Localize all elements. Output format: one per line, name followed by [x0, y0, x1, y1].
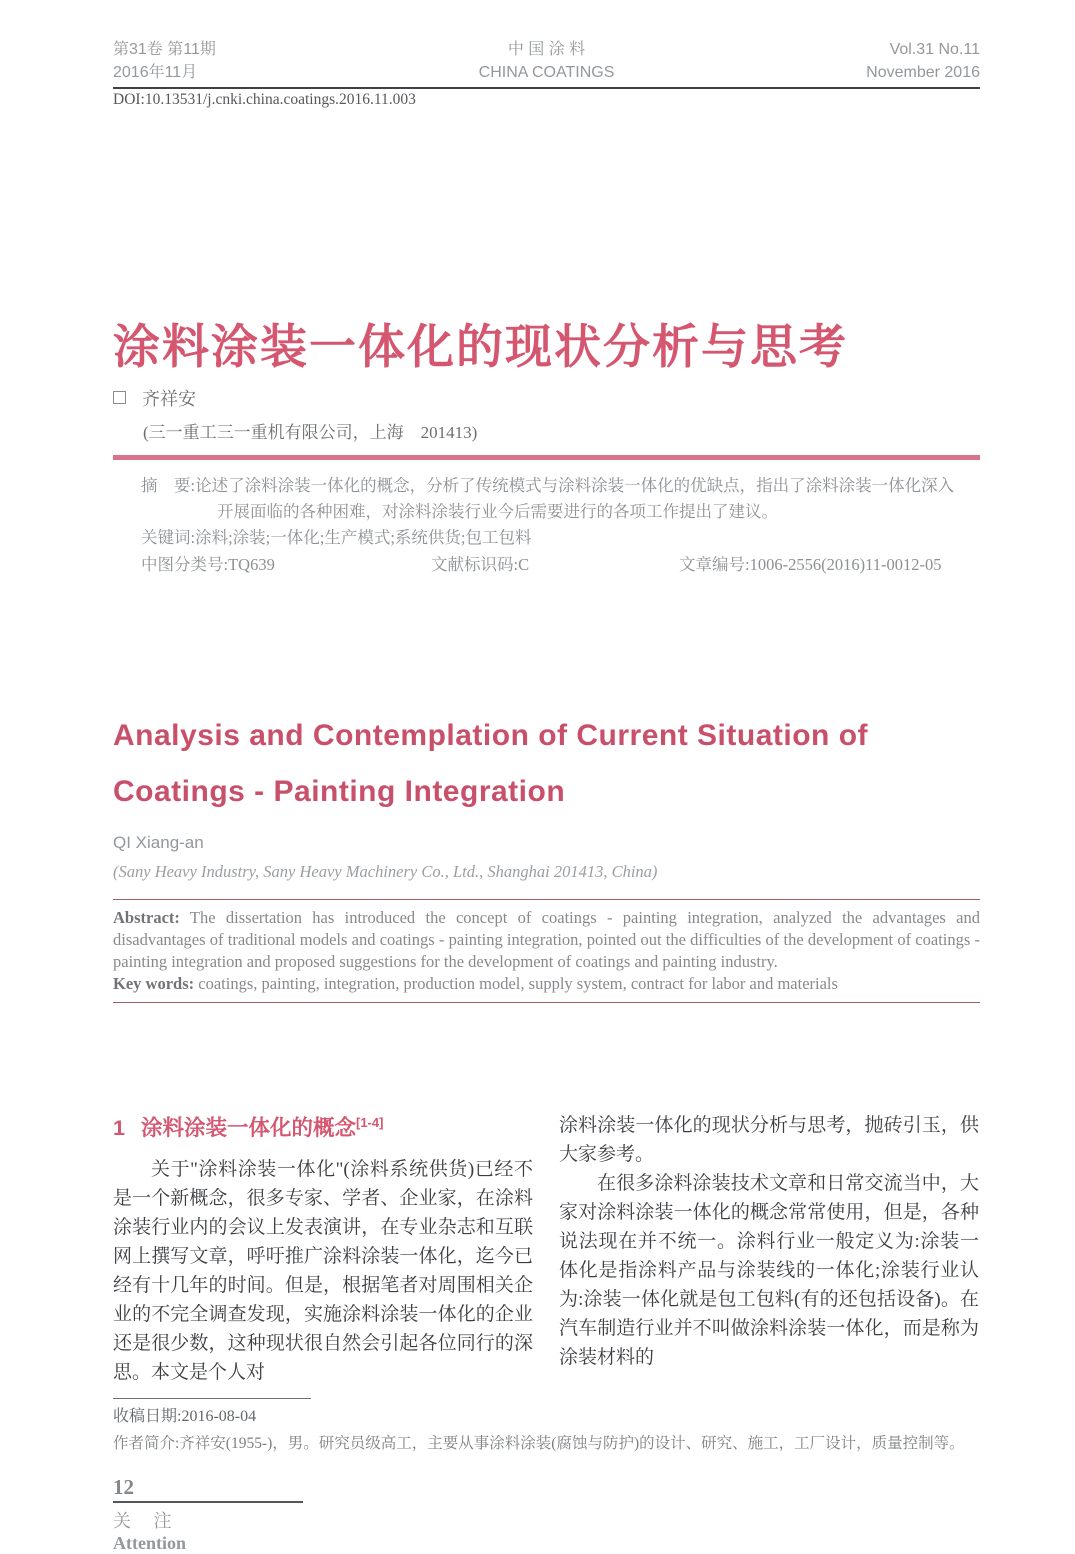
date-en: November 2016 [866, 64, 980, 81]
journal-name [373, 38, 720, 84]
english-abstract-block [113, 907, 980, 995]
footnote-block [113, 1398, 980, 1453]
body-paragraph-right-2: 在很多涂料涂装技术文章和日常交流当中，大家对涂料涂装一体化的概念常常使用，但是，各种说法现在并不统一。涂料行业一般定义为:涂装一体化是指涂料产品与涂装线的一体化;涂装行业认为:涂装一体化就是包工包料(有的还包括设备)。在汽车制造行业并不叫做涂料涂装一体化，而是称为涂装材料的 [559, 1172, 979, 1368]
affiliation-cn: (三一重工三一重机有限公司，上海 201413) [143, 422, 478, 442]
journal-name-en: CHINA COATINGS [478, 64, 615, 81]
affiliation-en: (Sany Heavy Industry, Sany Heavy Machinery Co., Ltd., Shanghai 201413, China) [113, 861, 658, 881]
keywords-text-en: coatings, painting, integration, production model, supply system, contract for labor and materials [194, 973, 838, 993]
keywords-label-en: Key words: [113, 973, 195, 993]
left-column [113, 1111, 533, 1387]
page-footer [113, 1475, 980, 1554]
date-cn: 2016年11月 [113, 64, 198, 81]
document-code: 文献标识码:C [431, 554, 530, 574]
header-volume-issue-en [720, 38, 980, 84]
keywords-cn [141, 525, 970, 551]
reference-superscript: [1-4] [355, 1114, 384, 1130]
article-title-en [113, 708, 980, 820]
title-divider [113, 455, 980, 460]
keywords-text-cn: 涂料;涂装;一体化;生产模式;系统供货;包工包料 [195, 527, 532, 547]
abstract-label-cn: 摘 要: [141, 475, 196, 495]
title-en-line1: Analysis and Contemplation of Current Situation of [113, 718, 869, 752]
clc-number: 中图分类号:TQ639 [141, 554, 275, 574]
author-name-en: QI Xiang-an [113, 832, 204, 852]
body-paragraph-left: 关于"涂料涂装一体化"(涂料系统供货)已经不是一个新概念，很多专家、学者、企业家，在涂料涂装行业内的会议上发表演讲，在专业杂志和互联网上撰写文章，呼吁推广涂料涂装一体化，迄今已经有十几年的时间。但是，根据笔者对周围相关企业的不完全调查发现，实施涂料涂装一体化的企业还是很少数，这种现状很自然会引起各位同行的深思。本文是个人对 [113, 1158, 533, 1383]
received-date: 收稿日期:2016-08-04 [113, 1407, 257, 1425]
journal-name-cn: 中 国 涂 料 [507, 41, 586, 58]
author-row [113, 385, 980, 411]
section-number: 1 [113, 1115, 125, 1140]
keywords-en [113, 973, 980, 995]
header-divider [113, 87, 980, 89]
abstract-label-en: Abstract: [113, 907, 180, 927]
chinese-abstract-block [113, 473, 980, 578]
volume-issue-en: Vol.31 No.11 [889, 41, 980, 58]
section-1-heading [113, 1111, 533, 1142]
section-title: 涂料涂装一体化的概念 [140, 1115, 356, 1140]
column-name-cn: 关 注 [113, 1510, 181, 1531]
body-paragraph-right-1: 涂料涂装一体化的现状分析与思考，抛砖引玉，供大家参考。 [559, 1114, 979, 1165]
right-column [559, 1111, 979, 1387]
abstract-en [113, 907, 980, 973]
keywords-label-cn: 关键词: [141, 527, 196, 547]
abstract-top-rule [113, 899, 980, 900]
column-name-en: Attention [113, 1532, 186, 1553]
journal-header [113, 0, 980, 84]
header-volume-issue-cn [113, 38, 373, 84]
body-columns [113, 1111, 980, 1387]
article-title-cn: 涂料涂装一体化的现状分析与思考 [113, 320, 848, 373]
page-number: 12 [113, 1474, 134, 1499]
author-bio: 作者简介:齐祥安(1955-)，男。研究员级高工，主要从事涂料涂装(腐蚀与防护)的设计、研究、施工，工厂设计，质量控制等。 [113, 1434, 965, 1452]
doi-line: DOI:10.13531/j.cnki.china.coatings.2016.11.003 [113, 91, 416, 108]
author-square-icon [113, 391, 126, 404]
article-id: 文章编号:1006-2556(2016)11-0012-05 [679, 554, 942, 574]
volume-issue-cn: 第31卷 第11期 [113, 41, 216, 58]
page-number-rule [113, 1501, 303, 1503]
abstract-text-cn: 论述了涂料涂装一体化的概念，分析了传统模式与涂料涂装一体化的优缺点，指出了涂料涂装一体化深入开展面临的各种困难，对涂料涂装行业今后需要进行的各项工作提出了建议。 [195, 475, 955, 521]
abstract-cn [141, 473, 970, 525]
footnote-separator [113, 1398, 311, 1399]
author-name-cn: 齐祥安 [142, 388, 196, 409]
classification-row [141, 552, 970, 578]
abstract-text-en: The dissertation has introduced the concept of coatings - painting integration, analyzed the advantages and disadvantages of traditional models and coatings - painting integration, pointed out the difficulties of the development of coatings - painting integration and proposed suggestions for the development of coatings and painting industry. [113, 907, 980, 971]
title-en-line2: Coatings - Painting Integration [113, 774, 566, 808]
abstract-bottom-rule [113, 1002, 980, 1003]
